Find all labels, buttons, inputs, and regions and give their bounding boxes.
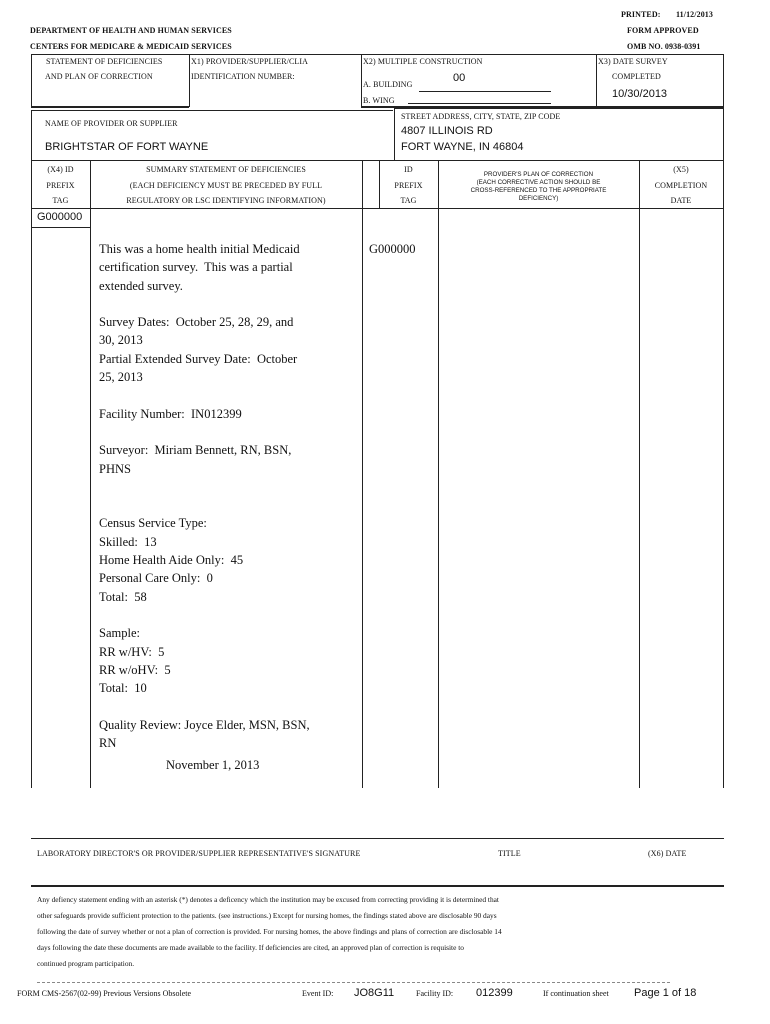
x4-prefix-header: PREFIX [46, 181, 75, 190]
x3-date-survey-label: X3) DATE SURVEY [598, 57, 668, 66]
x3-completed-label: COMPLETED [612, 72, 661, 81]
x5-date-header: DATE [670, 196, 692, 205]
facility-id-value: 012399 [476, 987, 513, 999]
id-prefix-header: PREFIX [394, 181, 423, 190]
x5-header: (X5) [673, 165, 689, 174]
x6-date-label: (X6) DATE [648, 849, 687, 858]
id-tag-header: TAG [400, 196, 417, 205]
department-title: DEPARTMENT OF HEALTH AND HUMAN SERVICES [30, 26, 232, 35]
form-number: FORM CMS-2567(02-99) Previous Versions Obsolete [17, 989, 192, 998]
quality-review-date: November 1, 2013 [166, 758, 260, 772]
disclaimer [37, 892, 717, 972]
centers-title: CENTERS FOR MEDICARE & MEDICAID SERVICES [30, 42, 232, 51]
title-label: TITLE [498, 849, 521, 858]
x2-multiple-construction-label: X2) MULTIPLE CONSTRUCTION [363, 57, 483, 66]
disclaimer-line-1: Any defiency statement ending with an asterisk (*) denotes a deficency which the institution may be excused from correcting providing it is determined that [37, 895, 499, 904]
x4-tag-header: TAG [52, 196, 69, 205]
address-label: STREET ADDRESS, CITY, STATE, ZIP CODE [401, 112, 561, 121]
summary-header: SUMMARY STATEMENT OF DEFICIENCIES [146, 165, 306, 174]
plan-of-correction-header [438, 171, 639, 203]
plan-header-line1: PROVIDER'S PLAN OF CORRECTION [483, 171, 594, 178]
provider-name-label: NAME OF PROVIDER OR SUPPLIER [45, 119, 178, 128]
signature-label: LABORATORY DIRECTOR'S OR PROVIDER/SUPPLIER REPRESENTATIVE'S SIGNATURE [37, 849, 361, 858]
facility-id-label: Facility ID: [416, 989, 454, 998]
x4-id-header: (X4) ID [47, 165, 74, 174]
event-id-value: JO8G11 [354, 987, 395, 999]
provider-name-value: BRIGHTSTAR OF FORT WAYNE [45, 141, 209, 153]
summary-subheader-1: (EACH DEFICIENCY MUST BE PRECEDED BY FULL [129, 181, 323, 190]
x1-identification-label: IDENTIFICATION NUMBER: [191, 72, 295, 81]
statement-label: STATEMENT OF DEFICIENCIES [46, 57, 163, 66]
continuation-label: If continuation sheet [543, 989, 609, 998]
plan-header-line4: DEFICIENCY) [518, 195, 559, 202]
plan-header-line3: CROSS-REFERENCED TO THE APPROPRIATE [470, 187, 607, 194]
id-prefix-tag: G000000 [369, 242, 416, 256]
x1-provider-label: X1) PROVIDER/SUPPLIER/CLIA [191, 57, 309, 66]
address-street: 4807 ILLINOIS RD [401, 125, 493, 137]
wing-label: B. WING [363, 96, 395, 105]
event-id-label: Event ID: [302, 989, 334, 998]
x5-completion-header: COMPLETION [654, 181, 708, 190]
form-approved: FORM APPROVED [627, 26, 699, 35]
disclaimer-line-3: following the date of survey whether or not a plan of correction is provided. For nursing homes, the above findings and plans of correction are disclosable 14 [37, 926, 502, 936]
id-header: ID [404, 165, 413, 174]
address-city: FORT WAYNE, IN 46804 [401, 141, 524, 153]
building-value: 00 [453, 72, 466, 84]
printed-date: 11/12/2013 [676, 10, 714, 19]
disclaimer-line-2: other safeguards provide sufficient protection to the patients. (see instructions.) Except for nursing homes, the findings stated above are disclosable 90 days [37, 910, 497, 920]
deficiency-summary-text: This was a home health initial Medicaid certification survey. This was a partial extended survey. Survey Dates: October 25, 28, 29, and 30, 2013 Partial Extended Survey Date: October 25, 2013 Facility Number: IN012399 Surveyor: Miriam Bennett, RN, BSN, PHNS Census Service Type: Skilled: 13 Home Health Aide Only: 45 Personal Care Only: 0 Total: 58 Sample: RR w/HV: 5 RR w/oHV: 5 Total: 10 Quality Review: Joyce Elder, MSN, BSN, RN [99, 242, 310, 751]
plan-header-line2: (EACH CORRECTIVE ACTION SHOULD BE [476, 179, 601, 186]
survey-completed-date: 10/30/2013 [612, 88, 668, 100]
printed-label: PRINTED: [621, 10, 661, 19]
omb-number: OMB NO. 0938-0391 [627, 42, 701, 51]
disclaimer-line-5: continued program participation. [37, 958, 135, 968]
building-label: A. BUILDING [363, 80, 413, 89]
page-number: Page 1 of 18 [634, 987, 697, 999]
plan-label: AND PLAN OF CORRECTION [45, 72, 153, 81]
disclaimer-line-4: days following the date these documents are made available to the facility. If deficiencies are cited, an approved plan of correction is requisite to [37, 942, 464, 952]
summary-subheader-2: REGULATORY OR LSC IDENTIFYING INFORMATION) [126, 196, 326, 205]
prefix-tag: G000000 [37, 211, 83, 223]
